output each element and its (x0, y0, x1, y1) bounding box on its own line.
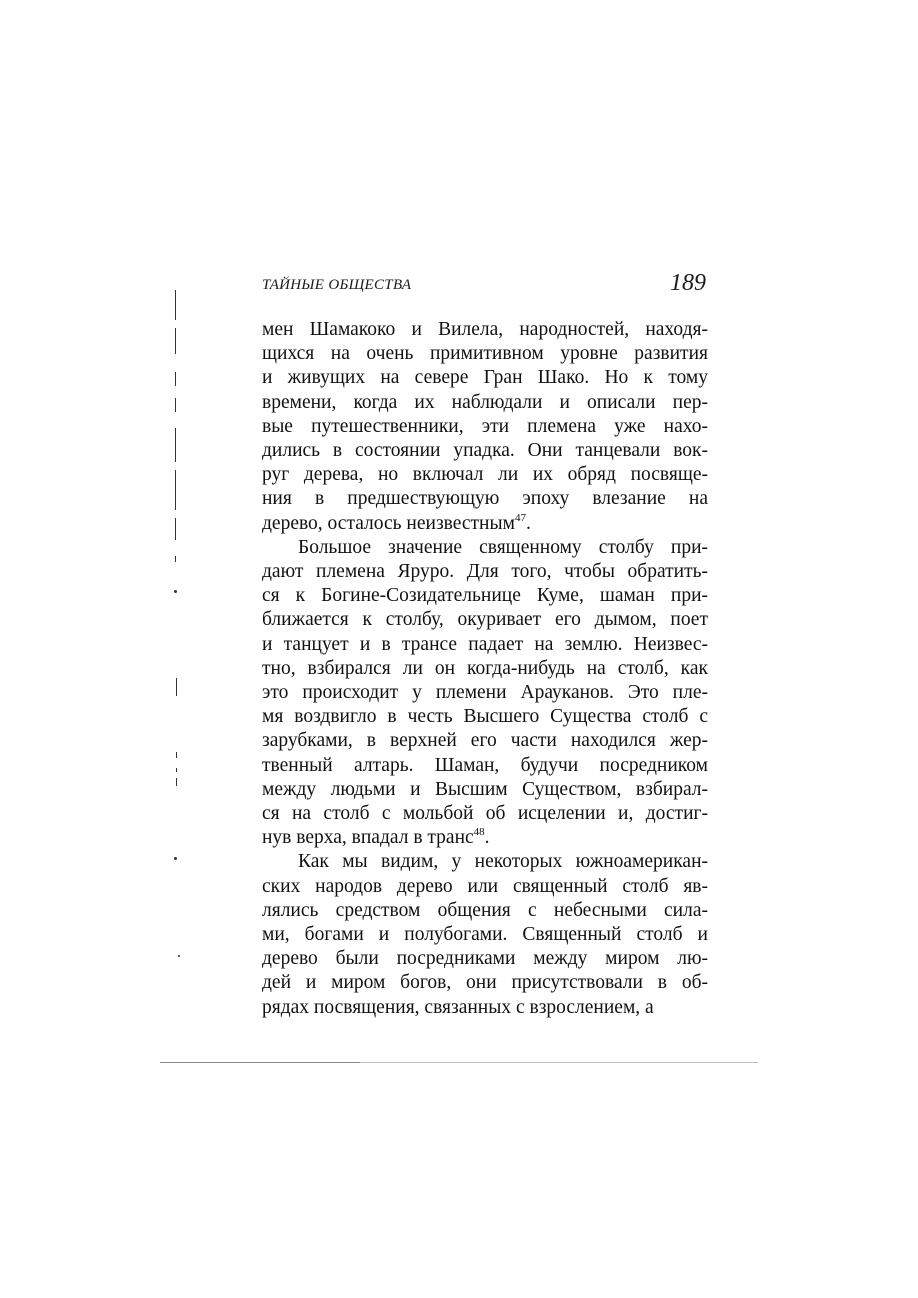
page-number: 189 (670, 270, 706, 296)
footnote-reference[interactable]: 48 (473, 826, 485, 839)
paragraph (262, 850, 708, 1019)
text-line: ния в предшествующую эпоху влезание на (262, 488, 708, 510)
text-line: дают племена Яруро. Для того, чтобы обратить- (262, 561, 708, 583)
paragraph (262, 318, 708, 536)
paragraph (262, 536, 708, 851)
margin-scan-mark (176, 752, 177, 758)
text-line: нув верха, впадал в транс$^{48}$. (262, 826, 490, 849)
text-line: ближается к столбу, окуривает его дымом, поет (262, 609, 708, 631)
text-line: дились в состоянии упадка. Они танцевали вок- (262, 440, 708, 462)
margin-scan-mark (175, 290, 176, 320)
text-line: мен Шамакоко и Вилела, народностей, находя- (262, 319, 708, 340)
text-line: дерево, осталось неизвестным$^{47}$. (262, 511, 531, 534)
text-line: и танцует и в трансе падает на землю. Неизвес- (262, 633, 708, 655)
margin-scan-dot (174, 857, 177, 860)
text-line: лялись средством общения с небесными сила- (262, 899, 708, 921)
margin-scan-mark (175, 556, 176, 562)
text-line: щихся на очень примитивном уровне развития (262, 343, 708, 365)
body-text (262, 318, 708, 1020)
text-line: зарубками, в верхней его части находился жер- (262, 730, 708, 752)
margin-scan-mark (176, 768, 177, 772)
text-line: и живущих на севере Гран Шако. Но к тому (262, 367, 708, 389)
text-line: ских народов дерево или священный столб яв- (262, 875, 708, 897)
margin-scan-mark (175, 470, 176, 510)
text-line: дей и миром богов, они присутствовали в об- (262, 972, 708, 994)
text-line: между людьми и Высшим Существом, взбирал- (262, 778, 708, 800)
text-line: времени, когда их наблюдали и описали пер- (262, 391, 708, 413)
margin-scan-mark (175, 328, 176, 354)
margin-scan-mark (176, 778, 177, 786)
text-line: тно, взбирался ли он когда-нибудь на столб, как (262, 657, 708, 679)
margin-scan-mark (175, 428, 176, 462)
margin-scan-dot (178, 955, 180, 957)
text-line: рядах посвящения, связанных с взрослением, а (262, 996, 654, 1018)
text-line: ми, богами и полубогами. Священный столб и (262, 924, 708, 946)
running-title: ТАЙНЫЕ ОБЩЕСТВА (262, 277, 412, 293)
text-line: дерево были посредниками между миром лю- (262, 948, 708, 970)
running-head (262, 270, 708, 304)
margin-scan-mark (175, 372, 176, 386)
text-line: руг дерева, но включал ли их обряд посвяще- (262, 464, 708, 486)
text-line: Как мы видим, у некоторых южноамерикан- (298, 851, 708, 873)
text-line: ся на столб с мольбой об исцелении и, достиг- (262, 803, 708, 825)
text-line: это происходит у племени Арауканов. Это пле- (262, 682, 708, 704)
margin-scan-mark (175, 398, 176, 412)
text-line: твенный алтарь. Шаман, будучи посредником (262, 754, 708, 776)
margin-scan-mark (175, 518, 176, 540)
text-line: вые путешественники, эти племена уже нахо- (262, 415, 708, 437)
footnote-reference[interactable]: 47 (514, 511, 526, 524)
text-line: Большое значение священному столбу при- (298, 536, 708, 558)
margin-scan-dot (174, 590, 177, 593)
text-line: ся к Богине-Созидательнице Куме, шаман при- (262, 585, 708, 607)
bottom-rule-right (360, 1062, 758, 1063)
bottom-rule-left (160, 1062, 360, 1063)
margin-scan-mark (176, 678, 177, 696)
text-line: мя воздвигло в честь Высшего Существа столб с (262, 706, 708, 728)
